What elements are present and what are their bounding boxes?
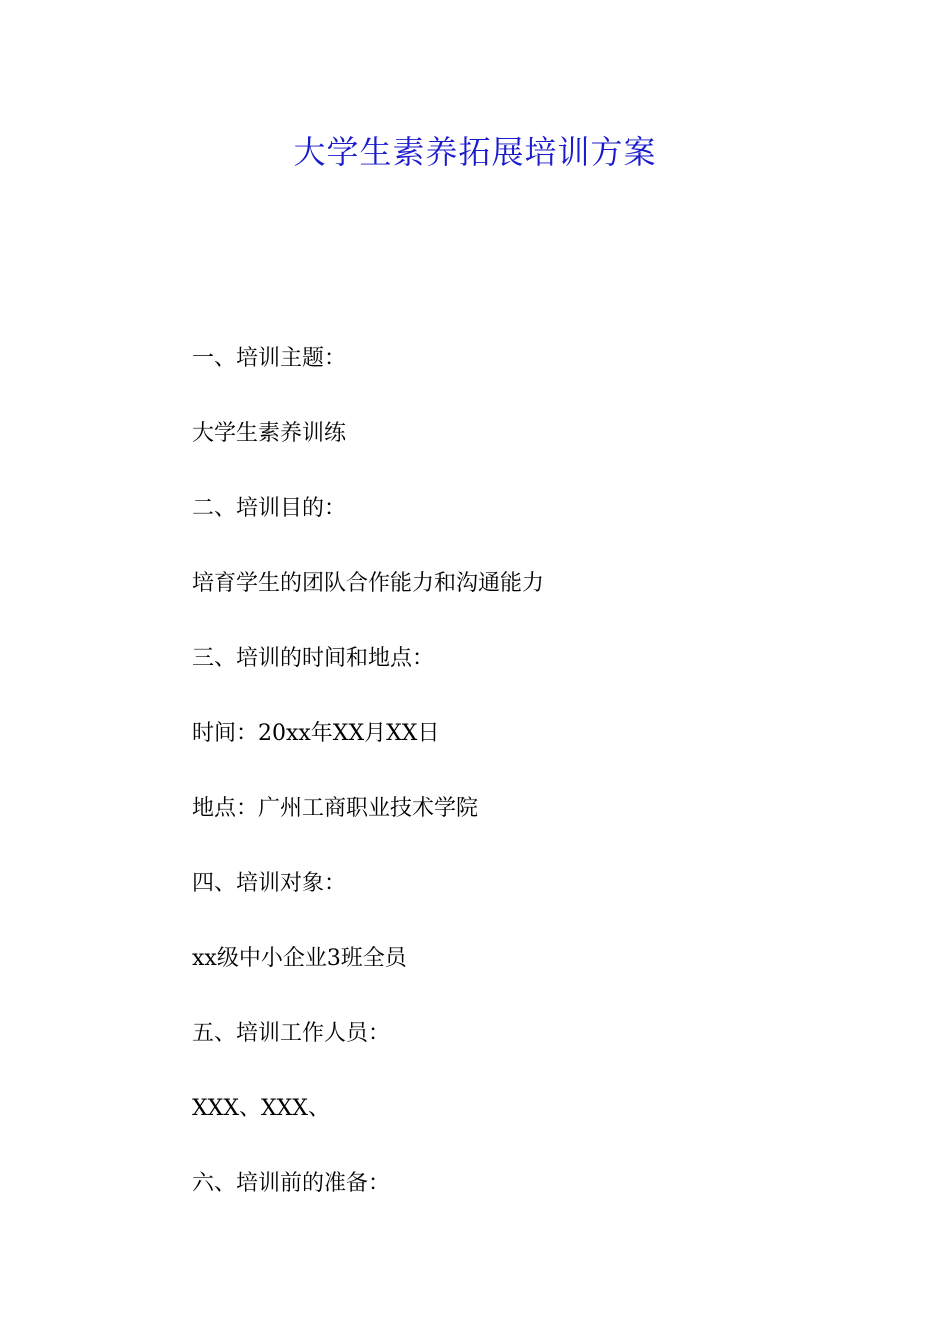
section-heading-audience: 四、培训对象： (192, 871, 347, 896)
document-title: 大学生素养拓展培训方案 (293, 133, 657, 171)
document-body (192, 335, 792, 1235)
section-heading-purpose: 二、培训目的： (192, 496, 347, 521)
paragraph-staff: XXX、XXX、 (192, 1096, 330, 1121)
paragraph-purpose: 培育学生的团队合作能力和沟通能力 (192, 571, 545, 596)
section-heading-preparation: 六、培训前的准备： (192, 1171, 391, 1196)
section-heading-theme: 一、培训主题： (192, 346, 347, 371)
paragraph-theme: 大学生素养训练 (192, 421, 347, 446)
paragraph-time: 时间：20xx年XX月XX日 (192, 721, 440, 746)
paragraph-audience: xx级中小企业3班全员 (192, 946, 407, 971)
section-heading-time-place: 三、培训的时间和地点： (192, 646, 435, 671)
section-heading-staff: 五、培训工作人员： (192, 1021, 391, 1046)
paragraph-place: 地点：广州工商职业技术学院 (192, 796, 479, 821)
